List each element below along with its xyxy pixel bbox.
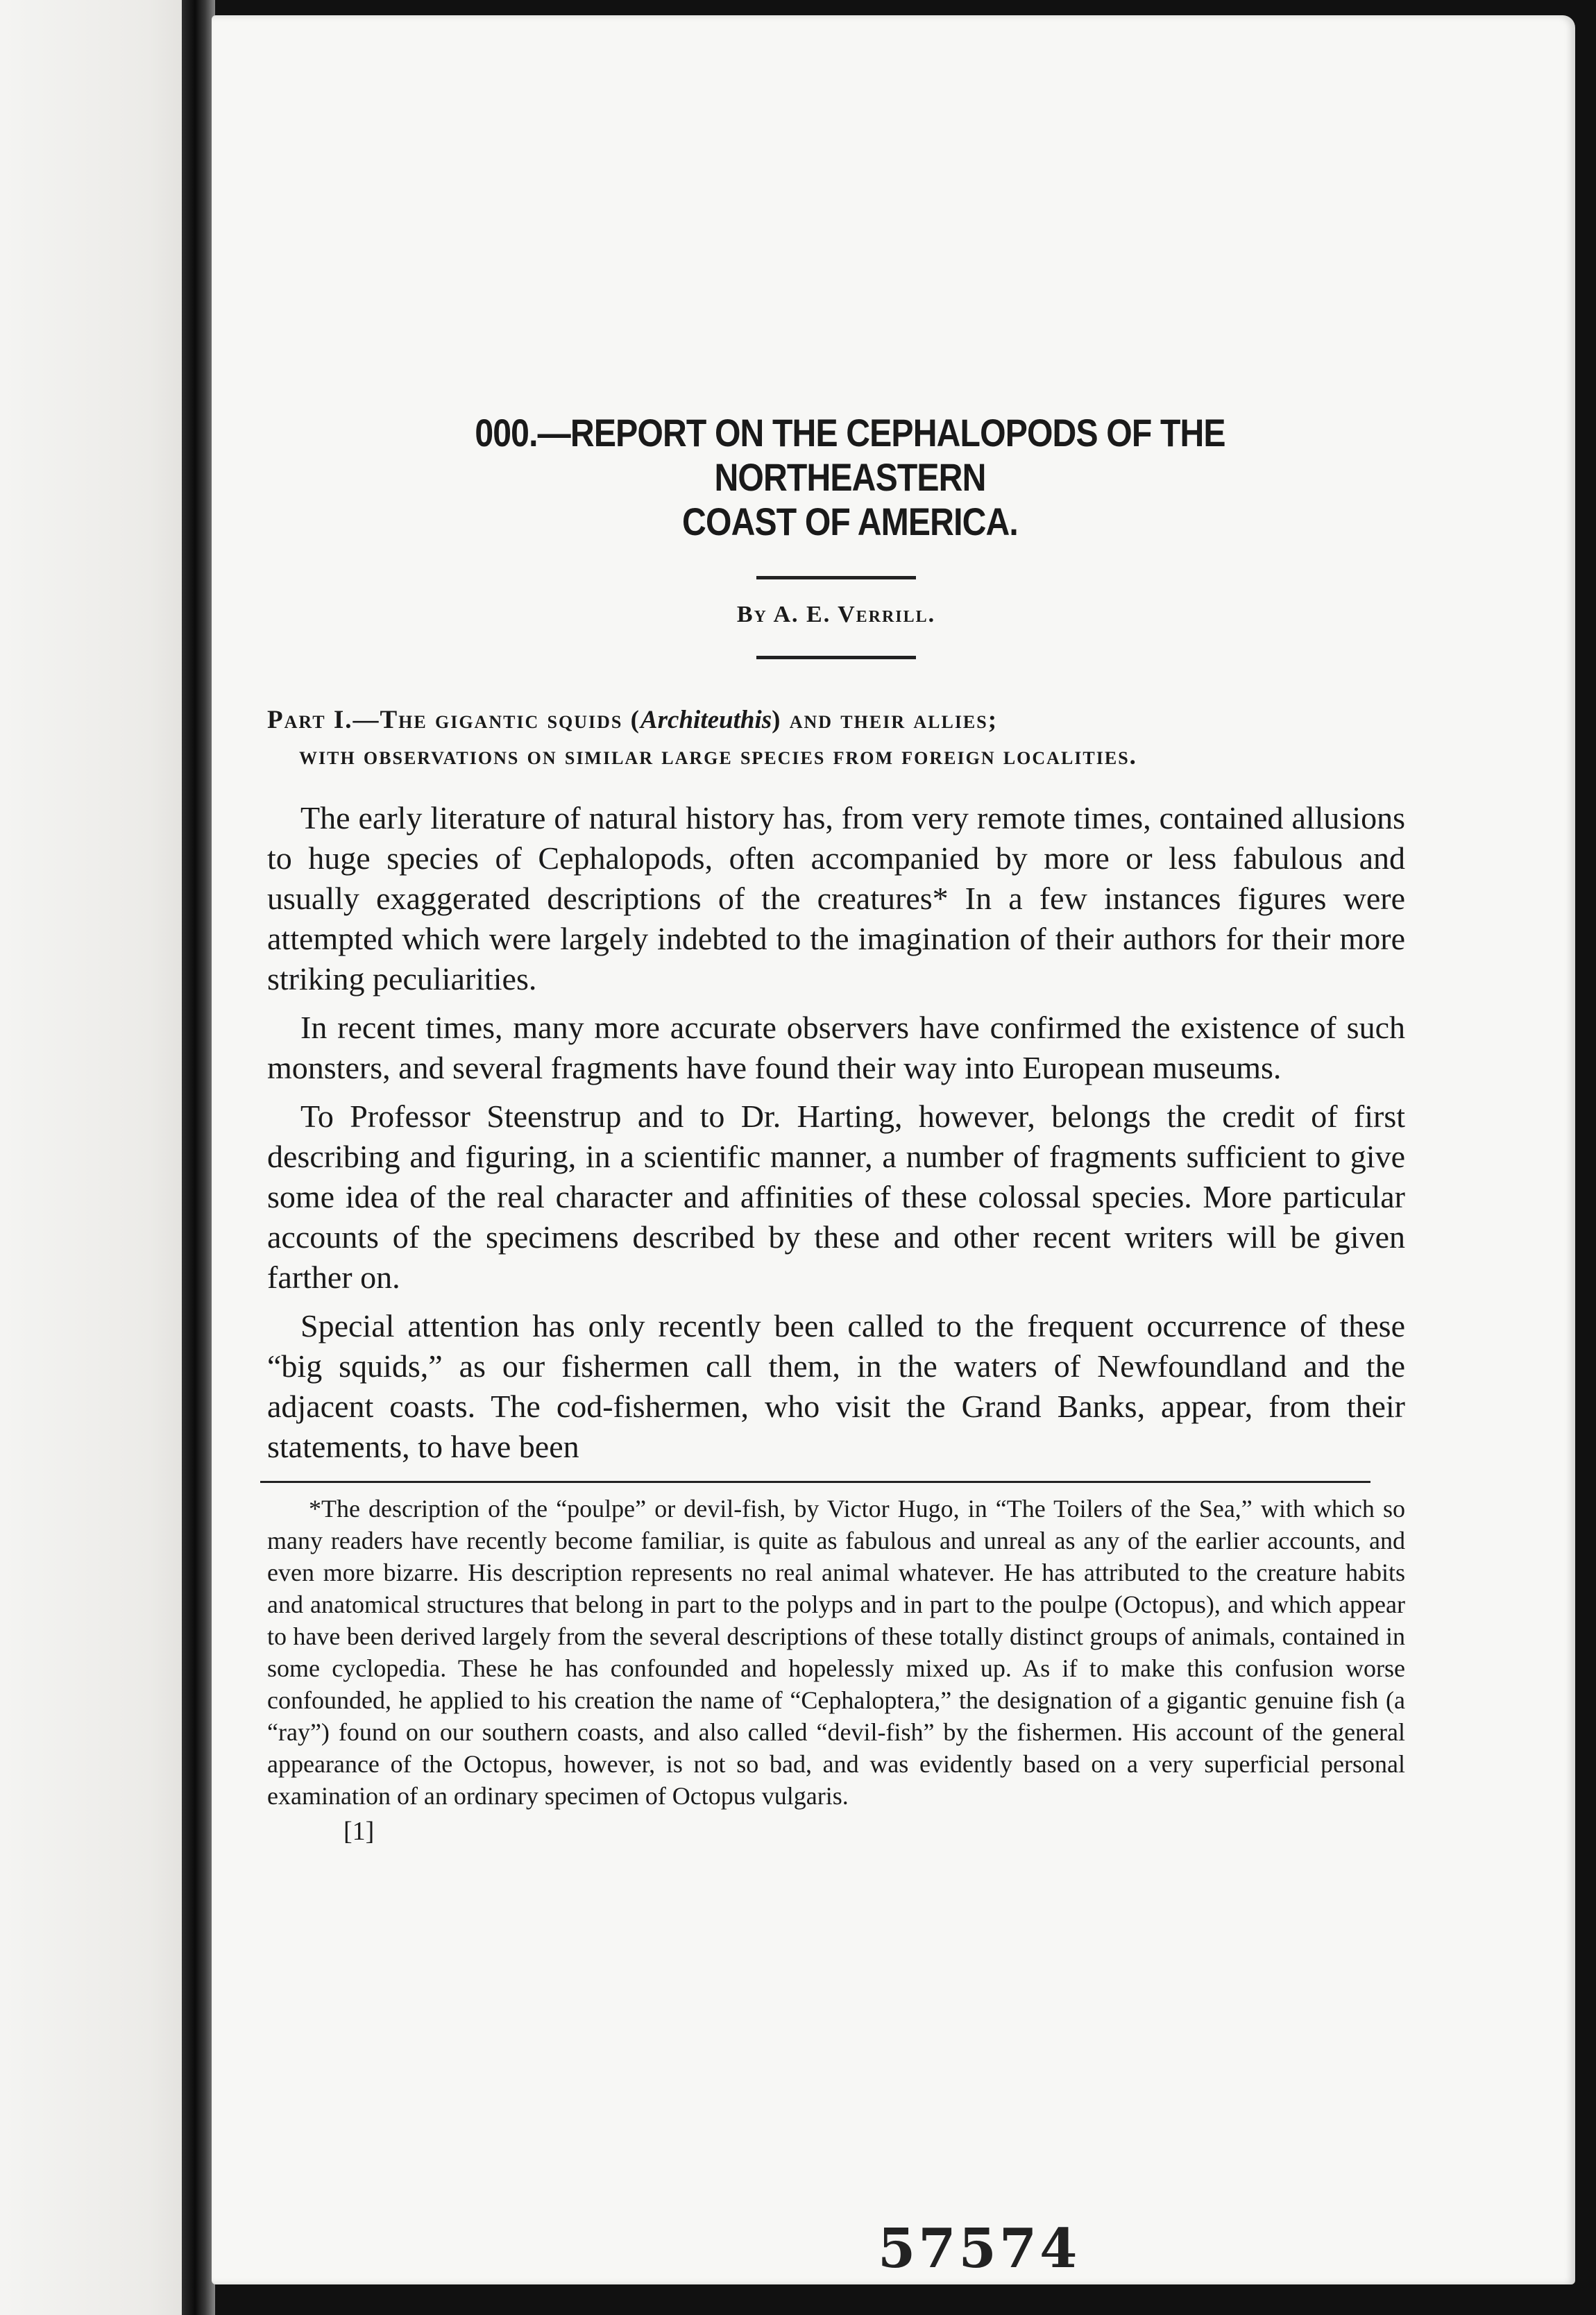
paragraph: In recent times, many more accurate observers have confirmed the existence of such monsters, and several fragments have found their way into European museums. bbox=[267, 1010, 1405, 1085]
title-line-2: COAST OF AMERICA. bbox=[682, 500, 1018, 543]
body-text bbox=[267, 798, 1405, 1467]
accession-stamp: 57574 bbox=[878, 2217, 1080, 2280]
part-genus: Architeuthis bbox=[640, 706, 772, 734]
paragraph: To Professor Steenstrup and to Dr. Harting, however, belongs the credit of first describing and figuring, in a scientific manner, a number of fragments sufficient to give some idea of the real character and affinities of these colossal species. More particular accounts of the specimens described by these and other recent writers will be given farther on. bbox=[267, 1099, 1405, 1295]
author-byline: By A. E. Verrill. bbox=[736, 602, 936, 627]
part-rest: ) and their allies; bbox=[772, 706, 999, 734]
title-rule bbox=[756, 576, 916, 579]
book-spine bbox=[182, 0, 215, 2315]
part-subtitle: with observations on similar large species from foreign localities. bbox=[299, 742, 1137, 770]
footnote: *The description of the “poulpe” or devil-fish, by Victor Hugo, in “The Toilers of the Sea,” with which so many readers have recently become familiar, is quite as fabulous and unreal as any of the earlier accounts, and even more bizarre. His description represents no real animal whatever. He has attributed to the creature habits and anatomical structures that belong in part to the polyps and in part to the poulpe (Octopus), and which appear to have been derived largely from the several descriptions of these totally distinct groups of animals, contained in some cyclopedia. These he has confounded and hopelessly mixed up. As if to make this confusion worse confounded, he applied to his creation the name of “Cephaloptera,” the designation of a gigantic genuine fish (a “ray”) found on our southern coasts, and also called “devil-fish” by the fishermen. His account of the general appearance of the Octopus, however, is not so bad, and was evidently based on a very superficial personal examination of an ordinary specimen of Octopus vulgaris. bbox=[267, 1495, 1405, 1810]
scan-left-margin bbox=[0, 0, 212, 2315]
report-title bbox=[373, 411, 1327, 544]
title-line-1: 000.—REPORT ON THE CEPHALOPODS OF THE NORTHEASTERN bbox=[475, 411, 1225, 499]
paragraph: Special attention has only recently been called to the frequent occurrence of these “big squids,” as our fishermen call them, in the waters of Newfoundland and the adjacent coasts. The cod-fishermen, who visit the Grand Banks, appear, from their statements, to have been bbox=[267, 1308, 1405, 1464]
footnote-rule bbox=[260, 1481, 1370, 1483]
document-page bbox=[212, 15, 1575, 2284]
part-heading bbox=[267, 702, 1405, 774]
part-label: Part I.—The gigantic squids ( bbox=[267, 706, 640, 734]
paragraph: The early literature of natural history has, from very remote times, contained allusions to huge species of Cephalopods, often accompanied by more or less fabulous and usually exaggerated descriptions of the creatures* In a few instances figures were attempted which were largely indebted to the imagination of their authors for their more striking peculiarities. bbox=[267, 800, 1405, 997]
page-content bbox=[267, 411, 1405, 1847]
page-number: [1] bbox=[343, 1817, 375, 1846]
byline-rule bbox=[756, 656, 916, 659]
